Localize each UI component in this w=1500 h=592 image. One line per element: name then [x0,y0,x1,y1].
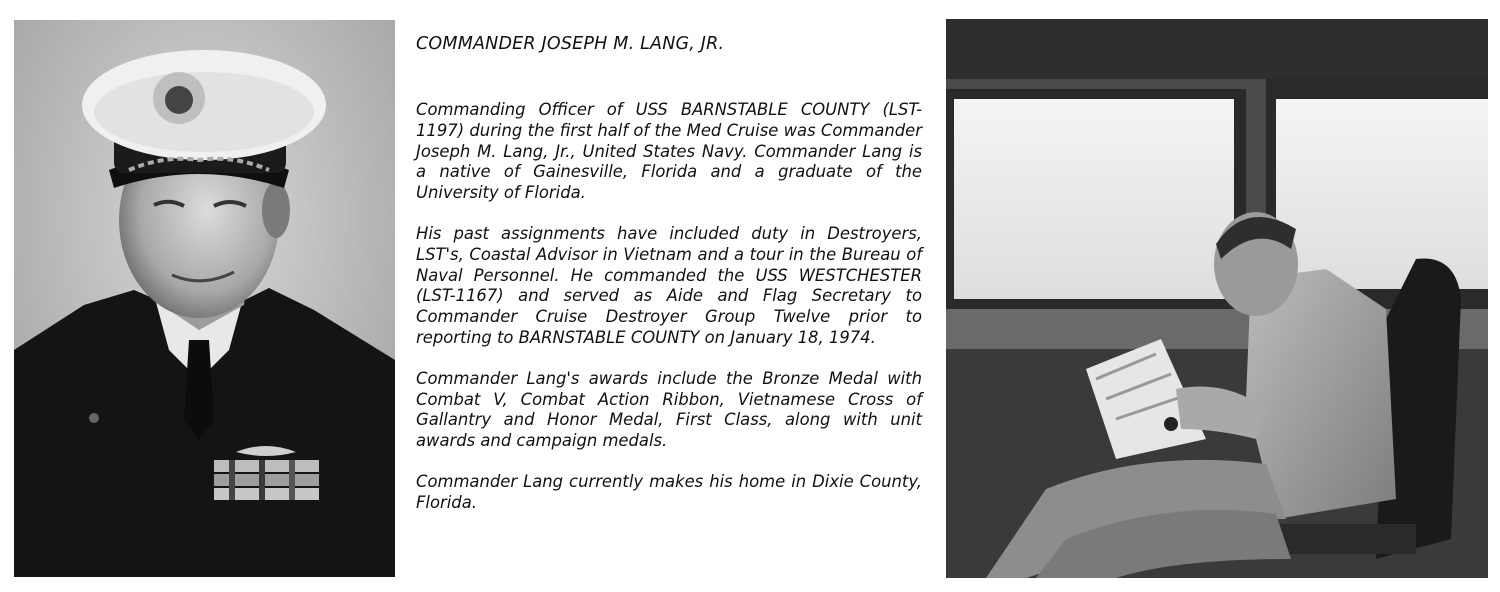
biography-paragraph-1: Commanding Officer of USS BARNSTABLE COUNTY (LST-1197) during the first half of the Med Cruise was Commander Joseph M. Lang, Jr., United States Navy. Commander Lang is a native of Gainesville, Florida and a graduate of the University of Florida. [416,100,922,203]
ship-bridge-photo [946,19,1488,578]
biography-paragraph-2: His past assignments have included duty in Destroyers, LST's, Coastal Advisor in Vietnam and a tour in the Bureau of Naval Personnel. He commanded the USS WESTCHESTER (LST-1167) and served as Aide and Flag Secretary to Commander Cruise Destroyer Group Twelve prior to reporting to BARNSTABLE COUNTY on January 18, 1974. [416,223,922,347]
biography-title: COMMANDER JOSEPH M. LANG, JR. [416,34,725,54]
portrait-photo [14,20,395,577]
biography-text-column [416,34,922,534]
biography-paragraph-4: Commander Lang currently makes his home in Dixie County, Florida. [416,471,922,512]
biography-paragraph-3: Commander Lang's awards include the Bronze Medal with Combat V, Combat Action Ribbon, Vietnamese Cross of Gallantry and Honor Medal, First Class, along with unit awards and campaign medals. [416,368,922,451]
